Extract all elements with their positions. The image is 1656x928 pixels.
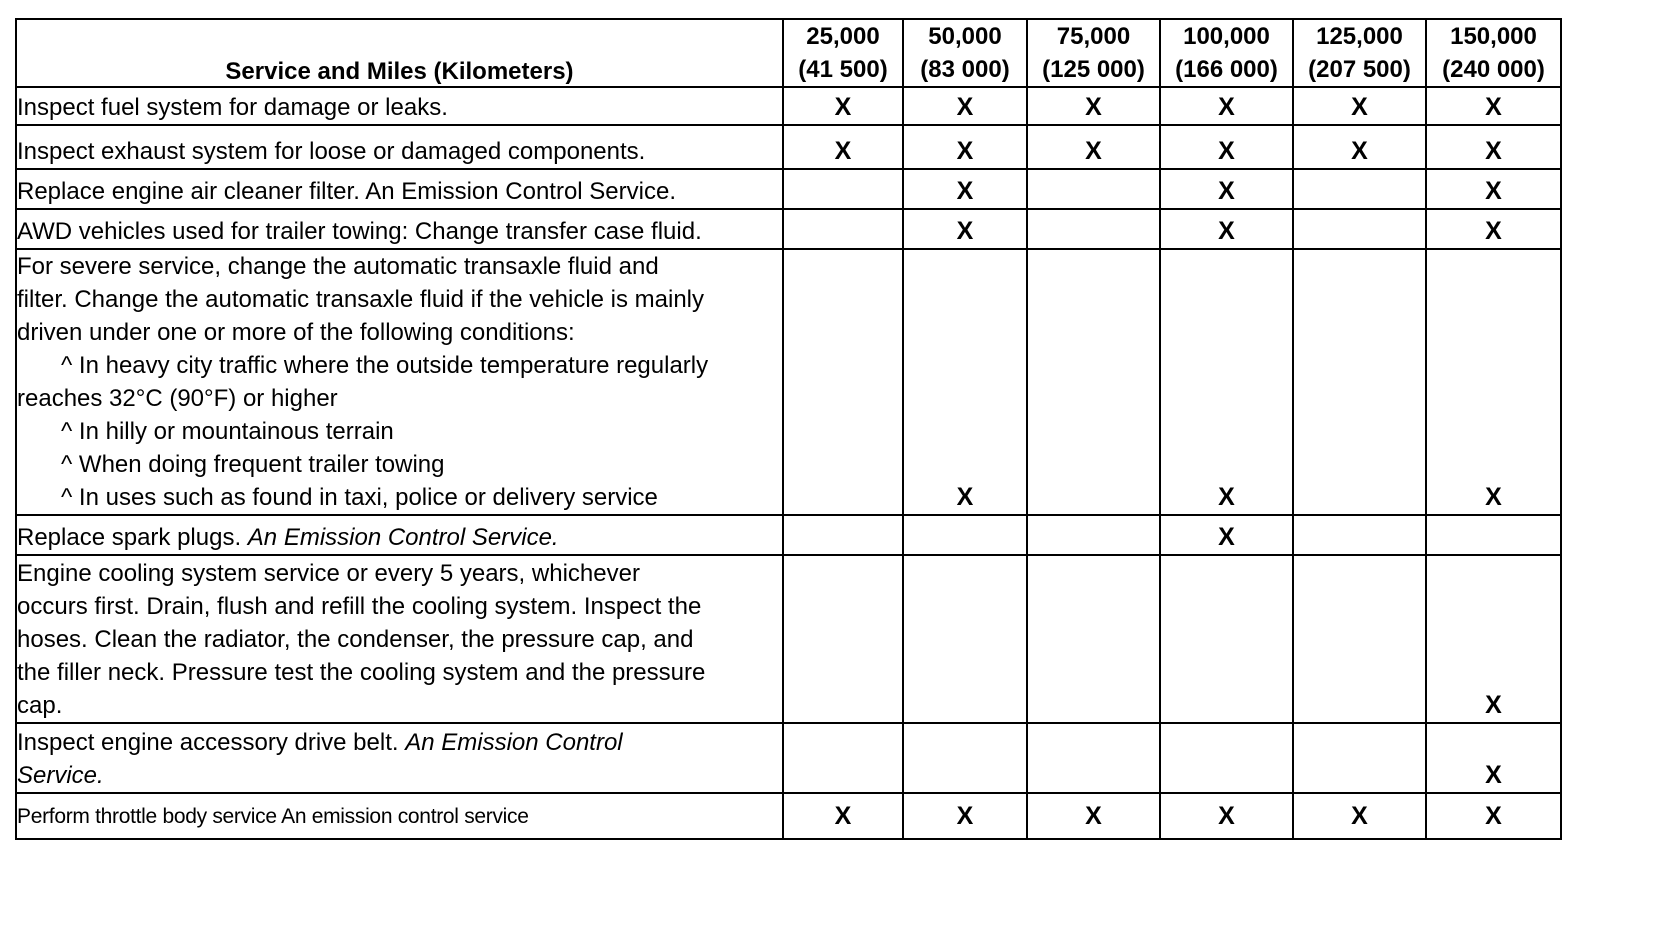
condition-item: ^ In heavy city traffic where the outside temperature regularly: [61, 352, 709, 379]
interval-header: [783, 19, 903, 87]
description-line: Engine cooling system service or every 5 years, whichever: [17, 560, 640, 587]
condition-item: ^ When doing frequent trailer towing: [61, 451, 445, 478]
service-mark: [1027, 209, 1160, 249]
service-description: [16, 555, 783, 723]
service-description: [16, 249, 783, 515]
service-mark: X: [1160, 125, 1293, 169]
service-mark: [1293, 169, 1426, 209]
service-description: [16, 125, 783, 169]
service-mark: [1027, 723, 1160, 793]
interval-miles: 75,000: [1056, 23, 1131, 50]
description-line: [17, 521, 782, 554]
description-line: For severe service, change the automatic transaxle fluid and: [17, 253, 659, 280]
service-mark: X: [1426, 555, 1561, 723]
description-line: [17, 726, 782, 759]
description-text: Inspect engine accessory drive belt.: [17, 729, 399, 756]
service-mark: X: [783, 87, 903, 125]
service-mark: X: [1027, 125, 1160, 169]
interval-miles: 125,000: [1316, 23, 1403, 50]
interval-km: (83 000): [920, 56, 1010, 83]
service-mark: X: [783, 125, 903, 169]
service-mark: [1293, 515, 1426, 555]
service-mark: [1293, 723, 1426, 793]
table-row: [16, 723, 1561, 793]
service-column-header: Service and Miles (Kilometers): [16, 19, 783, 87]
service-mark: [783, 249, 903, 515]
interval-km: (125 000): [1042, 56, 1145, 83]
table-row: [16, 125, 1561, 169]
service-mark: [903, 555, 1027, 723]
service-mark: [1293, 249, 1426, 515]
condition-item: ^ In hilly or mountainous terrain: [61, 418, 394, 445]
description-line: Perform throttle body service An emission control service: [17, 804, 529, 828]
description-line: Inspect exhaust system for loose or damaged components.: [17, 138, 646, 165]
maintenance-schedule-table: [15, 18, 1562, 840]
description-text: Replace spark plugs.: [17, 524, 242, 551]
description-line: [17, 759, 782, 792]
description-line: hoses. Clean the radiator, the condenser, the pressure cap, and: [17, 626, 694, 653]
emission-note: An Emission Control: [405, 729, 623, 756]
service-mark: [783, 515, 903, 555]
interval-miles: 50,000: [928, 23, 1002, 50]
interval-header: [1293, 19, 1426, 87]
service-mark: X: [1426, 169, 1561, 209]
emission-note: Service.: [17, 762, 104, 789]
service-mark: X: [1160, 793, 1293, 839]
service-mark: X: [903, 249, 1027, 515]
interval-km: (41 500): [798, 56, 888, 83]
service-mark: X: [1426, 125, 1561, 169]
service-mark: X: [1027, 87, 1160, 125]
service-mark: [1027, 169, 1160, 209]
service-mark: X: [1426, 723, 1561, 793]
description-line: driven under one or more of the following conditions:: [17, 319, 575, 346]
description-line: filter. Change the automatic transaxle fluid if the vehicle is mainly: [17, 286, 705, 313]
service-mark: X: [1426, 87, 1561, 125]
interval-header: [1426, 19, 1561, 87]
service-mark: [783, 723, 903, 793]
interval-km: (166 000): [1175, 56, 1278, 83]
service-description: [16, 209, 783, 249]
service-mark: X: [903, 169, 1027, 209]
service-mark: [1426, 515, 1561, 555]
service-mark: [1293, 209, 1426, 249]
interval-header: [1160, 19, 1293, 87]
table-row: [16, 209, 1561, 249]
service-mark: X: [903, 793, 1027, 839]
service-mark: X: [1160, 515, 1293, 555]
service-mark: X: [1160, 169, 1293, 209]
service-mark: X: [783, 793, 903, 839]
table-row: [16, 87, 1561, 125]
description-line: occurs first. Drain, flush and refill the cooling system. Inspect the: [17, 593, 702, 620]
description-line: the filler neck. Pressure test the cooling system and the pressure: [17, 659, 706, 686]
service-mark: X: [903, 125, 1027, 169]
service-mark: [1293, 555, 1426, 723]
service-mark: [783, 555, 903, 723]
service-mark: [1027, 555, 1160, 723]
service-mark: X: [1426, 209, 1561, 249]
emission-note: An Emission Control Service.: [247, 524, 559, 551]
condition-item: ^ In uses such as found in taxi, police or delivery service: [61, 484, 658, 511]
service-mark: [783, 209, 903, 249]
header-row: [16, 19, 1561, 87]
service-mark: X: [1160, 87, 1293, 125]
service-mark: X: [1293, 87, 1426, 125]
interval-km: (207 500): [1308, 56, 1411, 83]
service-mark: X: [1293, 125, 1426, 169]
service-mark: [1027, 515, 1160, 555]
description-line: reaches 32°C (90°F) or higher: [17, 385, 338, 412]
service-mark: X: [1293, 793, 1426, 839]
description-line: cap.: [17, 692, 63, 719]
service-mark: X: [1160, 209, 1293, 249]
table-row: [16, 249, 1561, 515]
interval-miles: 150,000: [1450, 23, 1537, 50]
description-line: Inspect fuel system for damage or leaks.: [17, 94, 448, 121]
service-mark: [1160, 555, 1293, 723]
table-row: [16, 169, 1561, 209]
interval-header: [903, 19, 1027, 87]
service-mark: X: [1027, 793, 1160, 839]
service-mark: [1160, 723, 1293, 793]
service-mark: X: [1426, 249, 1561, 515]
service-description: [16, 169, 783, 209]
interval-header: [1027, 19, 1160, 87]
service-description: [16, 515, 783, 555]
interval-miles: 100,000: [1183, 23, 1270, 50]
interval-km: (240 000): [1442, 56, 1545, 83]
service-mark: X: [903, 87, 1027, 125]
service-description: [16, 793, 783, 839]
service-mark: [903, 515, 1027, 555]
service-mark: X: [903, 209, 1027, 249]
description-line: Replace engine air cleaner filter. An Emission Control Service.: [17, 178, 676, 205]
service-mark: [903, 723, 1027, 793]
service-description: [16, 723, 783, 793]
table-row: [16, 555, 1561, 723]
interval-miles: 25,000: [806, 23, 880, 50]
service-mark: [783, 169, 903, 209]
table-row: [16, 793, 1561, 839]
service-mark: X: [1426, 793, 1561, 839]
service-description: [16, 87, 783, 125]
service-mark: [1027, 249, 1160, 515]
description-line: AWD vehicles used for trailer towing: Change transfer case fluid.: [17, 218, 702, 245]
table-row: [16, 515, 1561, 555]
service-mark: X: [1160, 249, 1293, 515]
